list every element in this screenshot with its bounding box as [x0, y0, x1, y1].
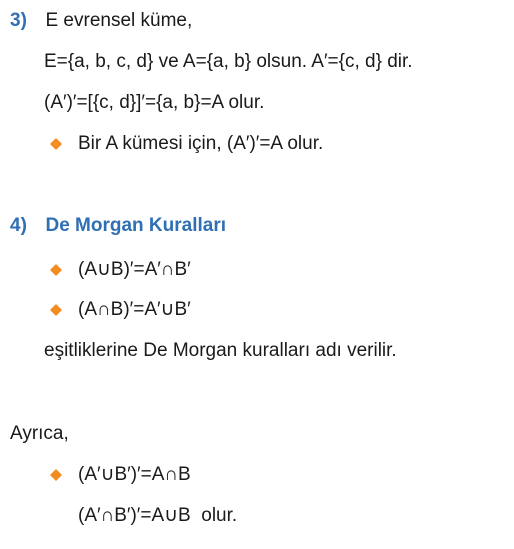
- de-morgan-note: eşitliklerine De Morgan kuralları adı verilir.: [44, 340, 397, 361]
- section-number: 4): [10, 215, 27, 236]
- section-number: 3): [10, 10, 27, 31]
- additional-rule-2: (A′∩B′)′=A∪B olur.: [78, 505, 238, 526]
- de-morgan-rule-1: (A∪B)′=A′∩B′: [78, 259, 191, 280]
- additional-rule-1: (A′∪B′)′=A∩B: [78, 464, 191, 485]
- diamond-bullet-icon: [50, 138, 62, 150]
- section-intro: E evrensel küme,: [45, 10, 193, 31]
- section-4-heading: [10, 215, 226, 237]
- diamond-bullet-icon: [50, 304, 62, 316]
- section-3: [10, 10, 192, 32]
- additional-intro: Ayrıca,: [10, 423, 69, 444]
- double-complement-line: (A′)′=[{c, d}]′={a, b}=A olur.: [44, 92, 265, 113]
- diamond-bullet-icon: [50, 264, 62, 276]
- diamond-bullet-icon: [50, 469, 62, 481]
- de-morgan-rule-2: (A∩B)′=A′∪B′: [78, 299, 191, 320]
- section-title: De Morgan Kuralları: [45, 215, 227, 236]
- double-complement-rule: Bir A kümesi için, (A′)′=A olur.: [78, 133, 324, 154]
- set-definition-line: E={a, b, c, d} ve A={a, b} olsun. A′={c, d} dir.: [44, 51, 413, 72]
